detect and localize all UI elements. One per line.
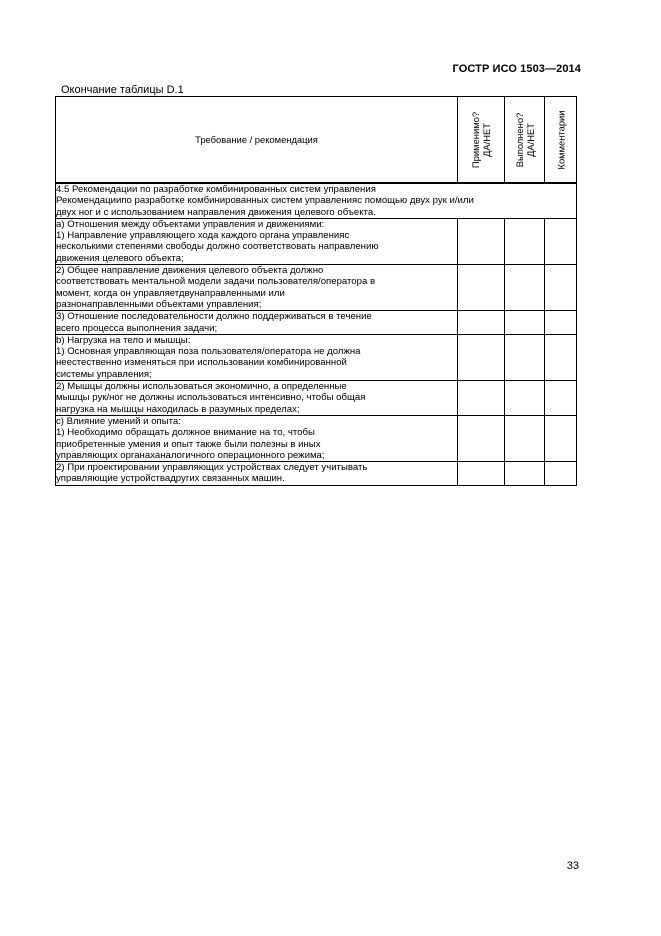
requirement-line: движения целевого объекта; [56,252,184,264]
applicable-cell [458,218,505,264]
header-applicable-line2: ДА/НЕТ [481,122,492,157]
section-heading-cell [56,183,577,218]
table-caption: Окончание таблицы D.1 [61,84,184,96]
comments-cell [545,415,577,461]
standard-designation: ГОСТР ИСО 1503—2014 [452,63,581,75]
fulfilled-cell [505,462,545,486]
applicable-cell [458,334,505,380]
applicable-cell [458,265,505,311]
comments-cell [545,462,577,486]
requirement-line: управляющих органаханалогичного операционного режима; [56,449,325,461]
table-row [56,218,577,264]
comments-cell [545,265,577,311]
requirement-line: всего процесса выполнения задачи; [56,322,218,334]
applicable-cell [458,415,505,461]
requirement-cell [56,218,458,264]
header-comments-text: Комментарии [555,109,566,170]
requirements-table [55,96,577,486]
requirement-line: 2) При проектировании управляющих устройствах следует учитывать [56,462,368,474]
requirement-line: 1) Направление управляющего хода каждого органа управленияс [56,230,350,242]
header-fulfilled [505,97,545,184]
applicable-cell [458,311,505,335]
header-applicable-line1: Применимо? [470,111,481,168]
requirement-line: соответствовать ментальной модели задачи пользователя/оператора в [56,276,376,288]
requirement-cell [56,381,458,416]
comments-cell [545,334,577,380]
requirement-line: b) Нагрузка на тело и мышцы: [56,334,191,346]
section-line: 4.5 Рекомендации по разработке комбинированных систем управления [56,184,376,195]
header-comments [545,97,577,184]
requirement-line: приобретенные умения и опыт также были полезны в иных [56,438,321,450]
fulfilled-cell [505,381,545,416]
header-fulfilled-line1: Выполнено? [513,112,525,167]
comments-cell [545,311,577,335]
table-row [56,311,577,335]
requirement-line: 2) Общее направление движения целевого объекта должно [56,265,324,277]
requirement-line: нагрузка на мышцы находилась в разумных пределах; [56,403,300,415]
table-row [56,381,577,416]
applicable-cell [458,381,505,416]
requirement-line: c) Влияние умений и опыта: [56,415,181,427]
requirement-line: 1) Необходимо обращать должное внимание на то, чтобы [56,427,315,439]
fulfilled-cell [505,218,545,264]
table-row [56,462,577,486]
header-fulfilled-line2: ДА/НЕТ [524,122,536,157]
header-applicable [458,97,505,184]
requirement-line: разнонаправленными объектами управления; [56,298,262,310]
requirement-cell [56,334,458,380]
table-row [56,265,577,311]
table-row [56,415,577,461]
applicable-cell [458,462,505,486]
requirement-line: 3) Отношение последовательности должно поддерживаться в течение [56,311,372,323]
requirement-cell [56,462,458,486]
requirement-line: a) Отношения между объектами управления и движениями: [56,218,325,230]
section-row [56,183,577,218]
requirement-line: несколькими степенями свободы должно соответствовать направлению [56,241,379,253]
requirement-line: момент, когда он управляетдвунаправленными или [56,287,285,299]
requirement-cell [56,311,458,335]
requirement-line: 2) Мышцы должны использоваться экономично, а определенные [56,381,347,393]
header-requirement: Требование / рекомендация [56,97,458,184]
requirement-line: неестественно изменяться при использовании комбинированной [56,357,347,369]
section-line: Рекомендациипо разработке комбинированных систем управленияс помощью двух рук и/или [56,195,474,207]
section-line: двух ног и с использованием направления движения целевого объекта. [56,206,376,218]
requirement-line: системы управления; [56,368,152,380]
requirement-line: мышцы рук/ног не должны использоваться интенсивно, чтобы общая [56,392,366,404]
comments-cell [545,381,577,416]
page-number: 33 [566,860,579,872]
fulfilled-cell [505,265,545,311]
table-row [56,334,577,380]
requirement-cell [56,265,458,311]
requirement-line: управляющие устройствадругих связанных машин. [56,473,285,485]
table-header-row [56,97,577,184]
requirement-cell [56,415,458,461]
fulfilled-cell [505,311,545,335]
requirement-line: 1) Основная управляющая поза пользователя/оператора не должна [56,346,361,358]
comments-cell [545,218,577,264]
fulfilled-cell [505,415,545,461]
fulfilled-cell [505,334,545,380]
